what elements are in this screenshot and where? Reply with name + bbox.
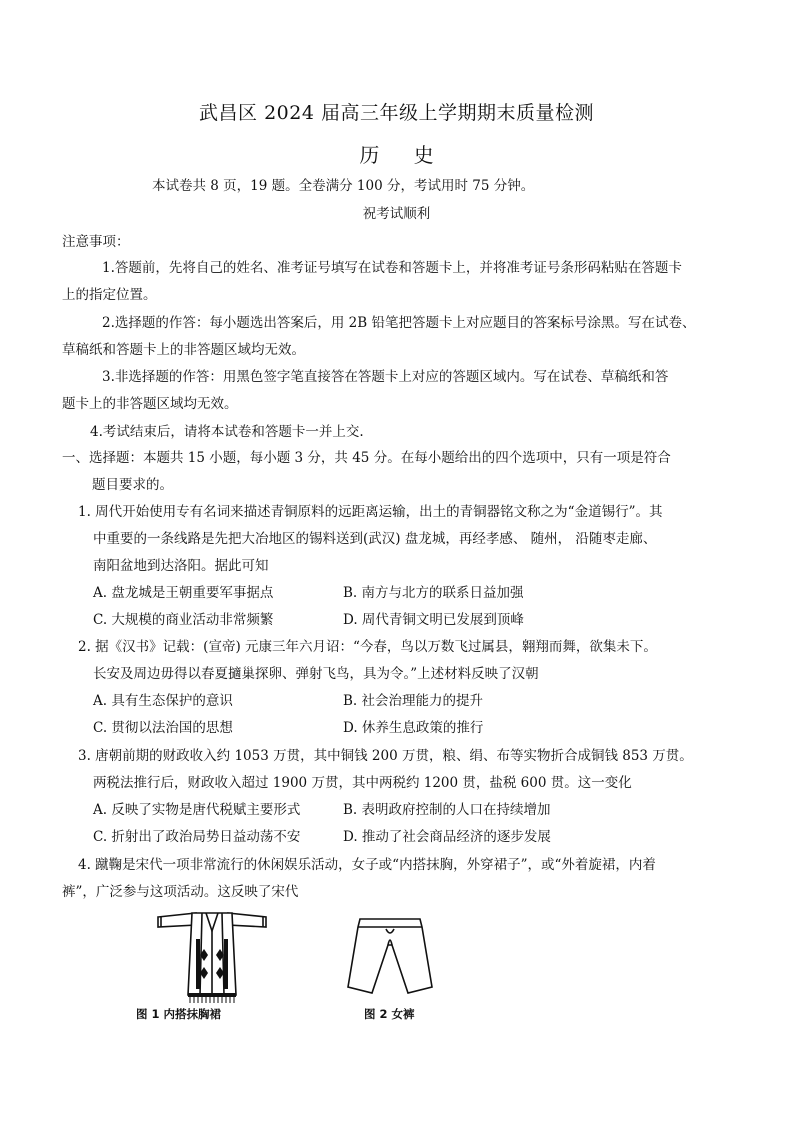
q3-option-d[interactable]: D. 推动了社会商品经济的逐步发展 xyxy=(343,829,551,845)
note-3-line-2: 题卡上的非答题区域均无效。 xyxy=(62,396,238,412)
section-1-instructions: 一、选择题：本题共 15 小题，每小题 3 分，共 45 分。在每小题给出的四个选项中，只有一项是符合 xyxy=(62,450,671,466)
note-2-line-2: 草稿纸和答题卡上的非答题区域均无效。 xyxy=(62,342,305,358)
q4-stem-line-1: 4. 蹴鞠是宋代一项非常流行的休闲娱乐活动，女子或“内搭抹胸，外穿裙子”，或“外着旋裙，内着 xyxy=(78,857,656,873)
exam-wish: 祝考试顺利 xyxy=(362,206,431,222)
exam-title: 武昌区 2024 届高三年级上学期期末质量检测 xyxy=(199,102,594,124)
notes-heading: 注意事项： xyxy=(62,234,130,250)
q3-stem-line-1: 3. 唐朝前期的财政收入约 1053 万贯，其中铜钱 200 万贯，粮、绢、布等实物折合成铜钱 853 万贯。 xyxy=(78,748,693,764)
q2-stem-line-1: 2. 据《汉书》记载：(宣帝) 元康三年六月诏：“今春，鸟以万数飞过属县，翱翔而舞，欲集未下。 xyxy=(78,639,657,655)
q1-option-c[interactable]: C. 大规模的商业活动非常频繁 xyxy=(93,612,274,628)
exam-info: 本试卷共 8 页，19 题。全卷满分 100 分，考试用时 75 分钟。 xyxy=(152,178,535,194)
q2-option-b[interactable]: B. 社会治理能力的提升 xyxy=(343,693,484,709)
figure-2-trousers-illustration xyxy=(340,915,440,997)
figure-1-caption: 图 1 内搭抹胸裙 xyxy=(136,1007,222,1021)
q1-stem-line-1: 1. 周代开始使用专有名词来描述青铜原料的远距离运输，出土的青铜器铭文称之为“金道锡行”。其 xyxy=(78,504,663,520)
section-1-instructions-cont: 题目要求的。 xyxy=(92,477,173,493)
q2-option-a[interactable]: A. 具有生态保护的意识 xyxy=(93,693,233,709)
note-2-line-1: 2.选择题的作答：每小题选出答案后，用 2B 铅笔把答题卡上对应题目的答案标号涂黑。写在试卷、 xyxy=(102,315,696,331)
q2-stem-line-2: 长安及周边毋得以春夏擿巢探卵、弹射飞鸟，具为令。”上述材料反映了汉朝 xyxy=(93,666,539,682)
note-3-line-1: 3.非选择题的作答：用黑色签字笔直接答在答题卡上对应的答题区域内。写在试卷、草稿纸和答 xyxy=(102,369,669,385)
note-4: 4.考试结束后，请将本试卷和答题卡一并上交. xyxy=(90,424,364,440)
q3-option-c[interactable]: C. 折射出了政治局势日益动荡不安 xyxy=(93,829,301,845)
subject-title: 历 史 xyxy=(359,143,448,167)
q3-stem-line-2: 两税法推行后，财政收入超过 1900 万贯，其中两税约 1200 贯，盐税 600 贯。这一变化 xyxy=(93,775,632,791)
q1-stem-line-2: 中重要的一条线路是先把大冶地区的锡料送到(武汉) 盘龙城，再经孝感、 随州， 沿随枣走廊、 xyxy=(93,531,657,547)
q2-option-d[interactable]: D. 休养生息政策的推行 xyxy=(343,720,484,736)
q1-option-d[interactable]: D. 周代青铜文明已发展到顶峰 xyxy=(343,612,524,628)
q3-option-a[interactable]: A. 反映了实物是唐代税赋主要形式 xyxy=(93,802,301,818)
note-1-line-2: 上的指定位置。 xyxy=(62,287,157,303)
figure-2-caption: 图 2 女裤 xyxy=(364,1007,415,1021)
q3-option-b[interactable]: B. 表明政府控制的人口在持续增加 xyxy=(343,802,551,818)
q2-option-c[interactable]: C. 贯彻以法治国的思想 xyxy=(93,720,233,736)
note-1-line-1: 1.答题前，先将自己的姓名、准考证号填写在试卷和答题卡上，并将准考证号条形码粘贴在答题卡 xyxy=(102,260,682,276)
figure-1-robe-illustration xyxy=(152,909,272,1005)
q1-option-b[interactable]: B. 南方与北方的联系日益加强 xyxy=(343,585,524,601)
q4-stem-line-2: 裤”，广泛参与这项活动。这反映了宋代 xyxy=(62,884,299,900)
q1-option-a[interactable]: A. 盘龙城是王朝重要军事据点 xyxy=(93,585,274,601)
q1-stem-line-3: 南阳盆地到达洛阳。据此可知 xyxy=(93,558,269,574)
